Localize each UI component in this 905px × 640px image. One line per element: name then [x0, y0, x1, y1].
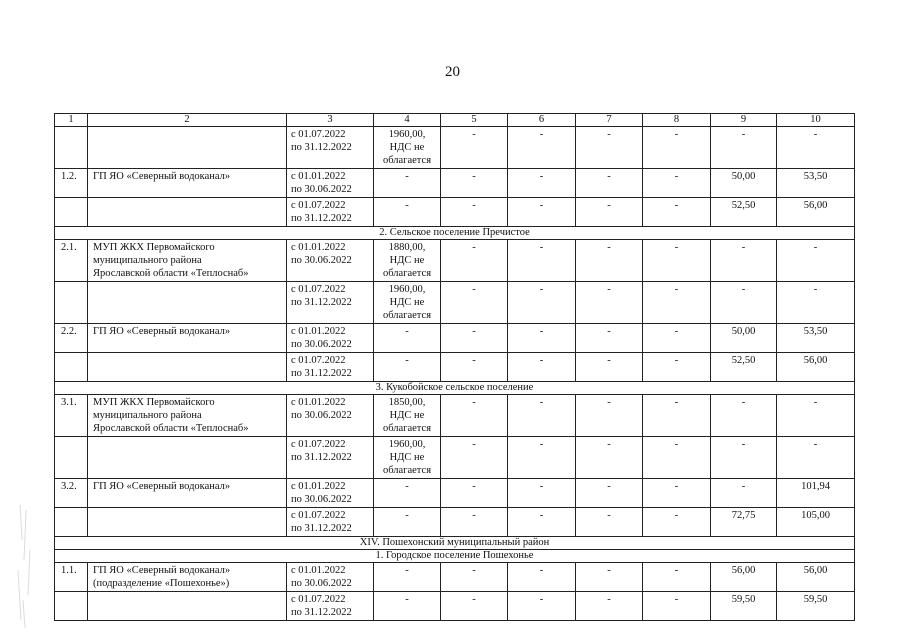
tariff-period	[287, 282, 374, 324]
cell-line: с 01.07.2022	[291, 439, 346, 450]
margin-marks-decoration	[12, 500, 52, 630]
tariff-value-c5: -	[441, 563, 508, 592]
cell-line: по 31.12.2022	[291, 368, 352, 379]
tariff-value-col4	[374, 395, 441, 437]
tariff-value-c6: -	[508, 508, 576, 537]
tariff-value-c8: -	[643, 198, 711, 227]
organization-name	[88, 395, 287, 437]
tariff-value-c7: -	[576, 395, 643, 437]
section-row	[55, 227, 855, 240]
row-number	[55, 353, 88, 382]
tariff-value-c7: -	[576, 508, 643, 537]
cell-line: 1880,00,	[388, 242, 426, 253]
tariff-value-c5: -	[441, 353, 508, 382]
cell-line: муниципального района	[93, 410, 202, 421]
header-cell: 6	[508, 114, 576, 127]
organization-name	[88, 282, 287, 324]
tariff-value-c6: -	[508, 479, 576, 508]
header-cell: 8	[643, 114, 711, 127]
tariff-value-c8: -	[643, 563, 711, 592]
cell-line: по 31.12.2022	[291, 452, 352, 463]
tariff-value-c8: -	[643, 437, 711, 479]
organization-name	[88, 437, 287, 479]
tariff-value-c9: -	[711, 479, 777, 508]
cell-line: ГП ЯО «Северный водоканал»	[93, 326, 231, 337]
cell-line: с 01.07.2022	[291, 200, 346, 211]
tariff-value-c9: 59,50	[711, 592, 777, 621]
cell-line: с 01.01.2022	[291, 171, 346, 182]
section-title: 1. Городское поселение Пошехонье	[55, 550, 855, 563]
tariff-value-c9: 50,00	[711, 324, 777, 353]
organization-name	[88, 563, 287, 592]
tariff-value-c10: 53,50	[777, 324, 855, 353]
tariff-value-c9: 72,75	[711, 508, 777, 537]
cell-line: по 30.06.2022	[291, 410, 352, 421]
tariff-value-c5: -	[441, 240, 508, 282]
cell-line: по 31.12.2022	[291, 142, 352, 153]
cell-line: по 31.12.2022	[291, 213, 352, 224]
row-number: 1.1.	[55, 563, 88, 592]
tariff-value-c5: -	[441, 395, 508, 437]
row-number	[55, 198, 88, 227]
cell-line: с 01.07.2022	[291, 594, 346, 605]
cell-line: (подразделение «Пошехонье»)	[93, 578, 230, 589]
tariff-value-c6: -	[508, 437, 576, 479]
tariff-value-c5: -	[441, 169, 508, 198]
row-number: 2.2.	[55, 324, 88, 353]
header-cell: 5	[441, 114, 508, 127]
cell-line: ГП ЯО «Северный водоканал»	[93, 171, 231, 182]
tariff-value-c10: -	[777, 127, 855, 169]
table-row	[55, 240, 855, 282]
cell-line: облагается	[382, 465, 432, 476]
cell-line: облагается	[382, 268, 432, 279]
tariff-period	[287, 592, 374, 621]
tariff-value-c10: 56,00	[777, 563, 855, 592]
table-row	[55, 198, 855, 227]
table-row	[55, 353, 855, 382]
tariff-value-c10: 101,94	[777, 479, 855, 508]
tariff-value-c7: -	[576, 353, 643, 382]
row-number	[55, 508, 88, 537]
row-number	[55, 592, 88, 621]
tariff-value-col4	[374, 563, 441, 592]
tariff-value-c7: -	[576, 282, 643, 324]
cell-line: ГП ЯО «Северный водоканал»	[93, 481, 231, 492]
header-cell: 4	[374, 114, 441, 127]
table-row	[55, 169, 855, 198]
table-row	[55, 563, 855, 592]
cell-line: с 01.07.2022	[291, 355, 346, 366]
cell-line: по 31.12.2022	[291, 523, 352, 534]
tariff-value-c9: 56,00	[711, 563, 777, 592]
tariff-value-c10: -	[777, 282, 855, 324]
organization-name	[88, 353, 287, 382]
tariff-value-c9: 50,00	[711, 169, 777, 198]
tariff-value-c8: -	[643, 508, 711, 537]
tariff-value-c8: -	[643, 324, 711, 353]
cell-line: НДС не	[389, 297, 425, 308]
tariff-period	[287, 395, 374, 437]
cell-line: по 30.06.2022	[291, 494, 352, 505]
tariff-value-c6: -	[508, 592, 576, 621]
cell-line: НДС не	[389, 452, 425, 463]
row-number: 3.1.	[55, 395, 88, 437]
cell-line: с 01.01.2022	[291, 481, 346, 492]
tariff-value-c7: -	[576, 324, 643, 353]
tariff-value-c6: -	[508, 240, 576, 282]
table-row	[55, 437, 855, 479]
cell-line: НДС не	[389, 142, 425, 153]
tariff-period	[287, 169, 374, 198]
tariff-value-c7: -	[576, 479, 643, 508]
header-cell: 9	[711, 114, 777, 127]
tariff-value-col4	[374, 198, 441, 227]
tariff-period	[287, 437, 374, 479]
organization-name	[88, 198, 287, 227]
cell-line: по 30.06.2022	[291, 184, 352, 195]
tariff-value-col4	[374, 353, 441, 382]
tariff-value-c8: -	[643, 169, 711, 198]
cell-line: -	[405, 326, 409, 337]
organization-name	[88, 324, 287, 353]
table-row	[55, 127, 855, 169]
tariff-value-c7: -	[576, 198, 643, 227]
table-row	[55, 592, 855, 621]
cell-line: по 31.12.2022	[291, 297, 352, 308]
tariff-value-c6: -	[508, 395, 576, 437]
row-number: 3.2.	[55, 479, 88, 508]
cell-line: 1960,00,	[388, 129, 426, 140]
organization-name	[88, 127, 287, 169]
cell-line: Ярославской области «Теплоснаб»	[93, 423, 249, 434]
table-row	[55, 282, 855, 324]
header-cell: 1	[55, 114, 88, 127]
cell-line: по 30.06.2022	[291, 339, 352, 350]
cell-line: с 01.01.2022	[291, 326, 346, 337]
cell-line: облагается	[382, 155, 432, 166]
section-row	[55, 550, 855, 563]
tariff-value-col4	[374, 479, 441, 508]
tariff-value-c10: 56,00	[777, 353, 855, 382]
tariff-value-c7: -	[576, 169, 643, 198]
tariff-period	[287, 508, 374, 537]
tariff-value-col4	[374, 592, 441, 621]
page-number: 20	[445, 64, 460, 80]
cell-line: ГП ЯО «Северный водоканал»	[93, 565, 231, 576]
tariff-value-c10: -	[777, 395, 855, 437]
cell-line: облагается	[382, 423, 432, 434]
tariff-value-c5: -	[441, 479, 508, 508]
section-row	[55, 537, 855, 550]
row-number: 1.2.	[55, 169, 88, 198]
cell-line: МУП ЖКХ Первомайского	[93, 242, 215, 253]
tariff-period	[287, 353, 374, 382]
tariff-value-c10: -	[777, 437, 855, 479]
tariff-value-c8: -	[643, 395, 711, 437]
tariff-value-c8: -	[643, 127, 711, 169]
tariff-value-c9: -	[711, 395, 777, 437]
row-number	[55, 282, 88, 324]
header-row	[55, 114, 855, 127]
cell-line: облагается	[382, 310, 432, 321]
tariff-period	[287, 563, 374, 592]
tariff-period	[287, 479, 374, 508]
tariff-value-c6: -	[508, 353, 576, 382]
tariff-value-c10: 56,00	[777, 198, 855, 227]
cell-line: Ярославской области «Теплоснаб»	[93, 268, 249, 279]
header-cell: 2	[88, 114, 287, 127]
tariff-period	[287, 198, 374, 227]
table-row	[55, 395, 855, 437]
section-title: 2. Сельское поселение Пречистое	[55, 227, 855, 240]
tariff-value-c5: -	[441, 324, 508, 353]
tariff-value-c6: -	[508, 563, 576, 592]
tariff-value-c9: -	[711, 437, 777, 479]
tariff-value-c6: -	[508, 127, 576, 169]
tariff-value-c7: -	[576, 127, 643, 169]
cell-line: с 01.07.2022	[291, 510, 346, 521]
cell-line: по 30.06.2022	[291, 255, 352, 266]
cell-line: с 01.07.2022	[291, 284, 346, 295]
cell-line: -	[405, 565, 409, 576]
table-row	[55, 479, 855, 508]
table-body	[55, 114, 855, 621]
cell-line: по 31.12.2022	[291, 607, 352, 618]
tariff-value-c7: -	[576, 592, 643, 621]
cell-line: с 01.01.2022	[291, 565, 346, 576]
tariff-value-col4	[374, 127, 441, 169]
cell-line: с 01.01.2022	[291, 397, 346, 408]
organization-name	[88, 479, 287, 508]
tariff-value-c10: 105,00	[777, 508, 855, 537]
tariff-value-c10: 59,50	[777, 592, 855, 621]
organization-name	[88, 508, 287, 537]
tariff-value-c7: -	[576, 563, 643, 592]
cell-line: -	[405, 171, 409, 182]
tariff-value-c6: -	[508, 198, 576, 227]
tariff-value-c10: -	[777, 240, 855, 282]
tariff-value-c8: -	[643, 282, 711, 324]
cell-line: с 01.01.2022	[291, 242, 346, 253]
section-row	[55, 382, 855, 395]
tariff-value-c10: 53,50	[777, 169, 855, 198]
table-row	[55, 324, 855, 353]
cell-line: с 01.07.2022	[291, 129, 346, 140]
organization-name	[88, 592, 287, 621]
cell-line: -	[405, 355, 409, 366]
tariff-value-c7: -	[576, 437, 643, 479]
cell-line: 1850,00,	[388, 397, 426, 408]
table-row	[55, 508, 855, 537]
tariff-value-c7: -	[576, 240, 643, 282]
cell-line: МУП ЖКХ Первомайского	[93, 397, 215, 408]
tariff-value-col4	[374, 169, 441, 198]
cell-line: муниципального района	[93, 255, 202, 266]
tariff-value-c9: -	[711, 127, 777, 169]
tariff-value-c8: -	[643, 240, 711, 282]
section-title: 3. Кукобойское сельское поселение	[55, 382, 855, 395]
tariff-value-c5: -	[441, 592, 508, 621]
tariff-value-c5: -	[441, 508, 508, 537]
header-cell: 3	[287, 114, 374, 127]
tariff-value-col4	[374, 282, 441, 324]
cell-line: -	[405, 200, 409, 211]
tariff-value-c9: 52,50	[711, 353, 777, 382]
tariff-value-c6: -	[508, 169, 576, 198]
row-number	[55, 127, 88, 169]
tariff-value-c5: -	[441, 198, 508, 227]
header-cell: 7	[576, 114, 643, 127]
tariff-value-col4	[374, 240, 441, 282]
cell-line: -	[405, 510, 409, 521]
tariff-value-col4	[374, 324, 441, 353]
cell-line: по 30.06.2022	[291, 578, 352, 589]
cell-line: НДС не	[389, 410, 425, 421]
tariff-value-c9: 52,50	[711, 198, 777, 227]
organization-name	[88, 240, 287, 282]
row-number	[55, 437, 88, 479]
organization-name	[88, 169, 287, 198]
tariff-value-c9: -	[711, 282, 777, 324]
cell-line: -	[405, 481, 409, 492]
tariff-table	[54, 113, 855, 621]
tariff-value-col4	[374, 508, 441, 537]
section-title: XIV. Пошехонский муниципальный район	[55, 537, 855, 550]
tariff-value-c8: -	[643, 479, 711, 508]
tariff-value-c8: -	[643, 592, 711, 621]
cell-line: 1960,00,	[388, 284, 426, 295]
tariff-value-c5: -	[441, 437, 508, 479]
cell-line: -	[405, 594, 409, 605]
tariff-value-c6: -	[508, 324, 576, 353]
tariff-value-c9: -	[711, 240, 777, 282]
tariff-period	[287, 127, 374, 169]
tariff-value-c8: -	[643, 353, 711, 382]
cell-line: НДС не	[389, 255, 425, 266]
tariff-value-c5: -	[441, 282, 508, 324]
row-number: 2.1.	[55, 240, 88, 282]
tariff-period	[287, 240, 374, 282]
tariff-value-c5: -	[441, 127, 508, 169]
header-cell: 10	[777, 114, 855, 127]
tariff-value-col4	[374, 437, 441, 479]
tariff-value-c6: -	[508, 282, 576, 324]
tariff-period	[287, 324, 374, 353]
cell-line: 1960,00,	[388, 439, 426, 450]
